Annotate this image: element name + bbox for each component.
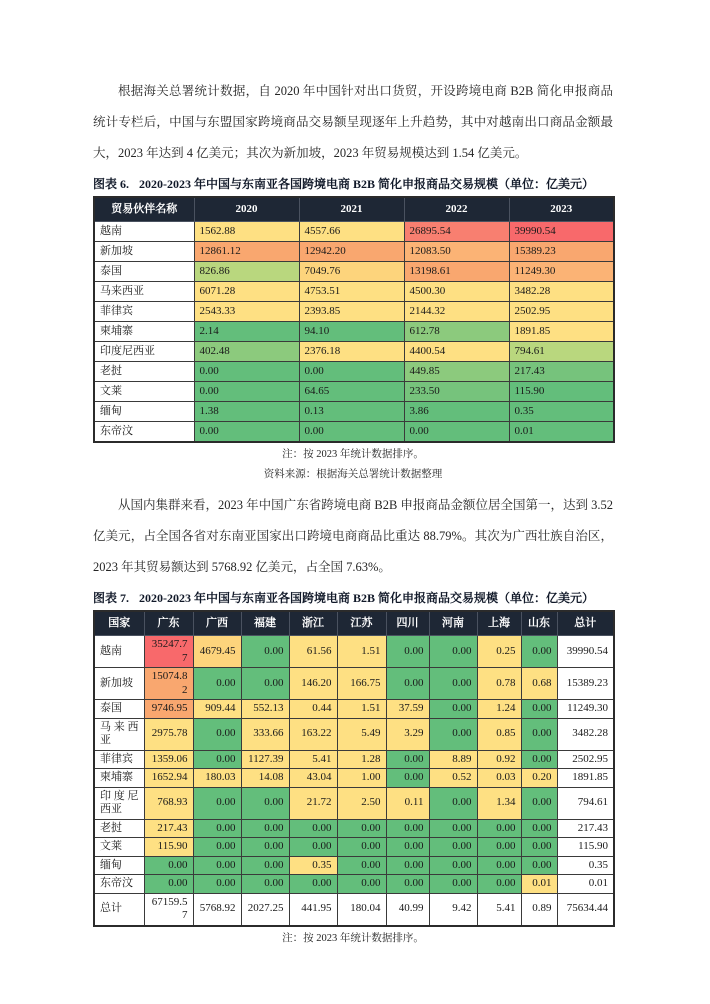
- value-cell: 0.00: [193, 787, 241, 819]
- value-cell: 6071.28: [194, 282, 299, 302]
- value-cell: 0.00: [337, 875, 386, 894]
- value-cell: 0.44: [289, 700, 337, 719]
- table-row: [94, 838, 614, 857]
- value-cell: 0.35: [509, 402, 614, 422]
- value-cell: 0.00: [521, 700, 557, 719]
- value-cell: 0.00: [386, 750, 429, 769]
- row-label: 文莱: [94, 382, 194, 402]
- column-header: 广西: [193, 611, 241, 636]
- value-cell: 0.00: [429, 700, 477, 719]
- value-cell: 11249.30: [509, 262, 614, 282]
- column-header: 浙江: [289, 611, 337, 636]
- value-cell: 0.00: [429, 819, 477, 838]
- value-cell: 0.00: [337, 819, 386, 838]
- value-cell: 0.00: [194, 382, 299, 402]
- row-label: 越南: [94, 636, 144, 668]
- value-cell: 449.85: [404, 362, 509, 382]
- value-cell: 4557.66: [299, 222, 404, 242]
- total-cell: 3482.28: [557, 718, 614, 750]
- value-cell: 2393.85: [299, 302, 404, 322]
- value-cell: 12861.12: [194, 242, 299, 262]
- figure6-number: 图表 6.: [93, 177, 130, 191]
- row-label: 柬埔寨: [94, 322, 194, 342]
- value-cell: 0.13: [299, 402, 404, 422]
- value-cell: 7049.76: [299, 262, 404, 282]
- table-row: [94, 402, 614, 422]
- value-cell: 0.00: [194, 362, 299, 382]
- table-row: [94, 668, 614, 700]
- value-cell: 0.00: [241, 787, 289, 819]
- table6-header-row: [94, 197, 614, 222]
- value-cell: 0.00: [521, 838, 557, 857]
- value-cell: 0.00: [477, 875, 521, 894]
- value-cell: 1562.88: [194, 222, 299, 242]
- column-header: 国家: [94, 611, 144, 636]
- table-row: [94, 222, 614, 242]
- column-header: 广东: [144, 611, 193, 636]
- value-cell: 0.00: [477, 838, 521, 857]
- value-cell: 2.50: [337, 787, 386, 819]
- value-cell: 0.00: [289, 819, 337, 838]
- figure7-title: [93, 589, 613, 607]
- value-cell: 0.00: [337, 838, 386, 857]
- table-row: [94, 856, 614, 875]
- value-cell: 0.00: [477, 856, 521, 875]
- table-row: [94, 636, 614, 668]
- column-header: 贸易伙伴名称: [94, 197, 194, 222]
- table-row: [94, 718, 614, 750]
- value-cell: 1.51: [337, 700, 386, 719]
- row-label: 缅甸: [94, 402, 194, 422]
- table-row: [94, 750, 614, 769]
- value-cell: 0.00: [429, 856, 477, 875]
- row-label: 马来西亚: [94, 282, 194, 302]
- value-cell: 0.00: [193, 856, 241, 875]
- value-cell: 14.08: [241, 769, 289, 788]
- value-cell: 1.00: [337, 769, 386, 788]
- page-content: [93, 76, 613, 947]
- value-cell: 333.66: [241, 718, 289, 750]
- column-header: 2023: [509, 197, 614, 222]
- row-label: 新加坡: [94, 668, 144, 700]
- column-header: 2020: [194, 197, 299, 222]
- value-cell: 0.00: [193, 838, 241, 857]
- value-cell: 9746.95: [144, 700, 193, 719]
- row-label: 老挝: [94, 819, 144, 838]
- value-cell: 0.00: [429, 668, 477, 700]
- value-cell: 217.43: [144, 819, 193, 838]
- row-label: 印度尼西亚: [94, 787, 144, 819]
- table-row: [94, 322, 614, 342]
- value-cell: 0.92: [477, 750, 521, 769]
- value-cell: 9.42: [429, 893, 477, 926]
- value-cell: 2975.78: [144, 718, 193, 750]
- table-row: [94, 302, 614, 322]
- total-cell: 1891.85: [557, 769, 614, 788]
- value-cell: 43.04: [289, 769, 337, 788]
- value-cell: 13198.61: [404, 262, 509, 282]
- value-cell: 0.00: [289, 838, 337, 857]
- value-cell: 0.00: [241, 856, 289, 875]
- value-cell: 5.49: [337, 718, 386, 750]
- paragraph-domestic-cluster: 从国内集群来看，2023 年中国广东省跨境电商 B2B 申报商品金额位居全国第一，达到 3.52 亿美元，占全国各省对东南亚国家出口跨境电商商品比重达 88.79%。其次为广西壮族自治区，2023 年其贸易额达到 5768.92 亿美元，占全国 7.63%。: [93, 498, 613, 574]
- value-cell: 909.44: [193, 700, 241, 719]
- table7-note-sort: 注：按 2023 年统计数据排序。: [282, 932, 424, 944]
- value-cell: 0.00: [386, 856, 429, 875]
- value-cell: 39990.54: [509, 222, 614, 242]
- paragraph-customs-intro: 根据海关总署统计数据，自 2020 年中国针对出口货贸，开设跨境电商 B2B 简化申报商品统计专栏后，中国与东盟国家跨境商品交易额呈现逐年上升趋势，其中对越南出口商品金额最大，2023 年达到 4 亿美元；其次为新加坡，2023 年贸易规模达到 1.54 亿美元。: [93, 84, 613, 160]
- value-cell: 0.00: [521, 636, 557, 668]
- total-cell: 39990.54: [557, 636, 614, 668]
- row-label: 印度尼西亚: [94, 342, 194, 362]
- row-label: 东帝汶: [94, 422, 194, 443]
- value-cell: 4500.30: [404, 282, 509, 302]
- value-cell: 0.00: [337, 856, 386, 875]
- value-cell: 15389.23: [509, 242, 614, 262]
- column-header: 上海: [477, 611, 521, 636]
- value-cell: 0.00: [386, 819, 429, 838]
- value-cell: 3482.28: [509, 282, 614, 302]
- row-label: 泰国: [94, 262, 194, 282]
- column-header: 福建: [241, 611, 289, 636]
- table-row: [94, 422, 614, 443]
- value-cell: 180.04: [337, 893, 386, 926]
- column-header: 总计: [557, 611, 614, 636]
- value-cell: 0.00: [429, 838, 477, 857]
- total-cell: 0.35: [557, 856, 614, 875]
- table7-header: [94, 611, 614, 636]
- total-cell: 2502.95: [557, 750, 614, 769]
- value-cell: 4753.51: [299, 282, 404, 302]
- value-cell: 2.14: [194, 322, 299, 342]
- row-label: 缅甸: [94, 856, 144, 875]
- table-row: [94, 769, 614, 788]
- value-cell: 0.00: [241, 838, 289, 857]
- value-cell: 0.52: [429, 769, 477, 788]
- value-cell: 94.10: [299, 322, 404, 342]
- table-row: [94, 262, 614, 282]
- value-cell: 0.00: [299, 422, 404, 443]
- total-cell: 217.43: [557, 819, 614, 838]
- value-cell: 0.00: [429, 718, 477, 750]
- column-header: 江苏: [337, 611, 386, 636]
- value-cell: 0.25: [477, 636, 521, 668]
- total-cell: 75634.44: [557, 893, 614, 926]
- value-cell: 612.78: [404, 322, 509, 342]
- total-cell: 11249.30: [557, 700, 614, 719]
- table-row: [94, 819, 614, 838]
- value-cell: 5.41: [289, 750, 337, 769]
- value-cell: 67159.57: [144, 893, 193, 926]
- value-cell: 1127.39: [241, 750, 289, 769]
- table-row: [94, 875, 614, 894]
- value-cell: 5768.92: [193, 893, 241, 926]
- value-cell: 2376.18: [299, 342, 404, 362]
- value-cell: 2027.25: [241, 893, 289, 926]
- value-cell: 0.00: [477, 819, 521, 838]
- table6-body: [94, 222, 614, 443]
- value-cell: 0.00: [241, 668, 289, 700]
- value-cell: 12942.20: [299, 242, 404, 262]
- value-cell: 0.03: [477, 769, 521, 788]
- table-row: [94, 282, 614, 302]
- row-label: 马来西亚: [94, 718, 144, 750]
- value-cell: 12083.50: [404, 242, 509, 262]
- value-cell: 552.13: [241, 700, 289, 719]
- value-cell: 0.00: [521, 856, 557, 875]
- value-cell: 3.29: [386, 718, 429, 750]
- table-row: [94, 700, 614, 719]
- column-header: 2022: [404, 197, 509, 222]
- total-cell: 0.01: [557, 875, 614, 894]
- value-cell: 0.00: [144, 875, 193, 894]
- value-cell: 0.00: [193, 819, 241, 838]
- value-cell: 35247.77: [144, 636, 193, 668]
- value-cell: 1891.85: [509, 322, 614, 342]
- value-cell: 0.00: [241, 636, 289, 668]
- value-cell: 0.78: [477, 668, 521, 700]
- table6-note-source: 资料来源：根据海关总署统计数据整理: [263, 469, 443, 480]
- row-label: 东帝汶: [94, 875, 144, 894]
- value-cell: 1.51: [337, 636, 386, 668]
- figure6-title: [93, 175, 613, 193]
- row-label: 菲律宾: [94, 750, 144, 769]
- value-cell: 0.00: [386, 668, 429, 700]
- value-cell: 0.00: [289, 875, 337, 894]
- value-cell: 0.11: [386, 787, 429, 819]
- value-cell: 146.20: [289, 668, 337, 700]
- value-cell: 5.41: [477, 893, 521, 926]
- value-cell: 8.89: [429, 750, 477, 769]
- table-row: [94, 362, 614, 382]
- row-label: 新加坡: [94, 242, 194, 262]
- table6-header: [94, 197, 614, 222]
- value-cell: 0.00: [386, 769, 429, 788]
- value-cell: 0.00: [521, 750, 557, 769]
- table-row: [94, 242, 614, 262]
- value-cell: 0.00: [386, 636, 429, 668]
- total-cell: 115.90: [557, 838, 614, 857]
- row-label: 菲律宾: [94, 302, 194, 322]
- value-cell: 2502.95: [509, 302, 614, 322]
- value-cell: 1359.06: [144, 750, 193, 769]
- value-cell: 0.68: [521, 668, 557, 700]
- value-cell: 40.99: [386, 893, 429, 926]
- value-cell: 0.00: [429, 875, 477, 894]
- row-label: 泰国: [94, 700, 144, 719]
- value-cell: 115.90: [509, 382, 614, 402]
- value-cell: 826.86: [194, 262, 299, 282]
- row-label: 越南: [94, 222, 194, 242]
- column-header: 2021: [299, 197, 404, 222]
- figure6-title-text: 2020-2023 年中国与东南亚各国跨境电商 B2B 简化申报商品交易规模（单位：亿美元）: [139, 177, 595, 191]
- value-cell: 1.38: [194, 402, 299, 422]
- figure7-number: 图表 7.: [93, 591, 130, 605]
- value-cell: 163.22: [289, 718, 337, 750]
- value-cell: 0.00: [386, 875, 429, 894]
- value-cell: 4679.45: [193, 636, 241, 668]
- value-cell: 441.95: [289, 893, 337, 926]
- value-cell: 1.24: [477, 700, 521, 719]
- total-cell: 794.61: [557, 787, 614, 819]
- total-cell: 15389.23: [557, 668, 614, 700]
- value-cell: 0.00: [429, 636, 477, 668]
- value-cell: 0.00: [299, 362, 404, 382]
- value-cell: 115.90: [144, 838, 193, 857]
- table-row: [94, 787, 614, 819]
- value-cell: 0.35: [289, 856, 337, 875]
- table7-body: [94, 636, 614, 926]
- value-cell: 15074.82: [144, 668, 193, 700]
- value-cell: 0.01: [509, 422, 614, 443]
- table-b2b-by-year: [93, 196, 615, 443]
- value-cell: 1652.94: [144, 769, 193, 788]
- row-label: 文莱: [94, 838, 144, 857]
- value-cell: 0.00: [386, 838, 429, 857]
- value-cell: 0.00: [429, 787, 477, 819]
- column-header: 河南: [429, 611, 477, 636]
- value-cell: 3.86: [404, 402, 509, 422]
- value-cell: 0.89: [521, 893, 557, 926]
- value-cell: 0.00: [193, 718, 241, 750]
- table-row: [94, 893, 614, 926]
- value-cell: 0.00: [521, 819, 557, 838]
- value-cell: 794.61: [509, 342, 614, 362]
- row-label: 柬埔寨: [94, 769, 144, 788]
- table-row: [94, 342, 614, 362]
- table-b2b-by-province: [93, 610, 615, 927]
- value-cell: 26895.54: [404, 222, 509, 242]
- value-cell: 2543.33: [194, 302, 299, 322]
- value-cell: 0.00: [521, 718, 557, 750]
- value-cell: 217.43: [509, 362, 614, 382]
- value-cell: 64.65: [299, 382, 404, 402]
- value-cell: 0.00: [404, 422, 509, 443]
- value-cell: 0.00: [144, 856, 193, 875]
- value-cell: 233.50: [404, 382, 509, 402]
- value-cell: 768.93: [144, 787, 193, 819]
- value-cell: 1.28: [337, 750, 386, 769]
- value-cell: 0.20: [521, 769, 557, 788]
- value-cell: 0.00: [193, 875, 241, 894]
- value-cell: 0.00: [193, 668, 241, 700]
- table7-header-row: [94, 611, 614, 636]
- value-cell: 61.56: [289, 636, 337, 668]
- value-cell: 1.34: [477, 787, 521, 819]
- value-cell: 0.00: [194, 422, 299, 443]
- value-cell: 21.72: [289, 787, 337, 819]
- value-cell: 4400.54: [404, 342, 509, 362]
- value-cell: 0.85: [477, 718, 521, 750]
- table6-note-sort: 注：按 2023 年统计数据排序。: [282, 449, 424, 460]
- figure7-title-text: 2020-2023 年中国与东南亚各国跨境电商 B2B 简化申报商品交易规模（单位：亿美元）: [139, 591, 595, 605]
- column-header: 山东: [521, 611, 557, 636]
- table-row: [94, 382, 614, 402]
- value-cell: 0.00: [241, 819, 289, 838]
- value-cell: 180.03: [193, 769, 241, 788]
- column-header: 四川: [386, 611, 429, 636]
- value-cell: 0.00: [241, 875, 289, 894]
- value-cell: 402.48: [194, 342, 299, 362]
- row-label: 总计: [94, 893, 144, 926]
- value-cell: 166.75: [337, 668, 386, 700]
- value-cell: 0.01: [521, 875, 557, 894]
- row-label: 老挝: [94, 362, 194, 382]
- value-cell: 2144.32: [404, 302, 509, 322]
- value-cell: 37.59: [386, 700, 429, 719]
- value-cell: 0.00: [193, 750, 241, 769]
- value-cell: 0.00: [521, 787, 557, 819]
